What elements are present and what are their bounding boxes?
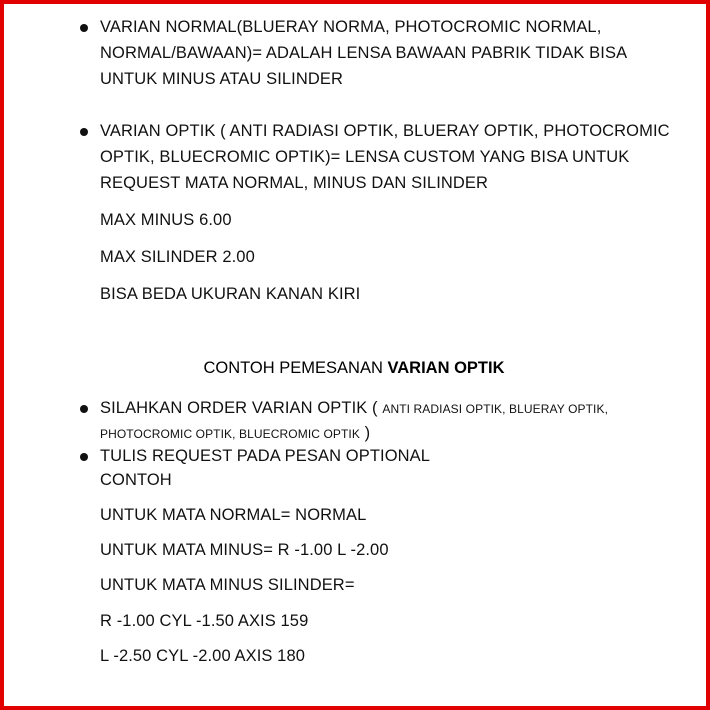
bullet3-small-1: ANTI RADIASI OPTIK, BLUERAY OPTIK, xyxy=(382,402,609,416)
bullet1-line2: NORMAL/BAWAAN)= ADALAH LENSA BAWAAN PABRIK TIDAK BISA xyxy=(100,44,628,62)
section-title xyxy=(4,355,704,381)
bullet3-close: ) xyxy=(364,424,371,442)
bullet-dot xyxy=(80,24,88,32)
bullet4-line1: TULIS REQUEST PADA PESAN OPTIONAL xyxy=(100,447,431,465)
example-minus: UNTUK MATA MINUS= R -1.00 L -2.00 xyxy=(100,541,389,559)
max-minus-text: MAX MINUS 6.00 xyxy=(100,211,232,229)
section-title-prefix: CONTOH PEMESANAN xyxy=(203,359,383,377)
example-normal: UNTUK MATA NORMAL= NORMAL xyxy=(100,506,367,524)
bullet2-line3: REQUEST MATA NORMAL, MINUS DAN SILINDER xyxy=(100,174,489,192)
example-right-eye: R -1.00 CYL -1.50 AXIS 159 xyxy=(100,612,309,630)
bullet2-line1: VARIAN OPTIK ( ANTI RADIASI OPTIK, BLUERAY OPTIK, PHOTOCROMIC xyxy=(100,122,670,140)
bullet3-line1 xyxy=(100,395,608,422)
example-minus-silinder: UNTUK MATA MINUS SILINDER= xyxy=(100,576,355,594)
document-page xyxy=(4,4,706,706)
bullet-dot xyxy=(80,405,88,413)
bullet-dot xyxy=(80,453,88,461)
bullet1-line3: UNTUK MINUS ATAU SILINDER xyxy=(100,70,343,88)
section-title-bold: VARIAN OPTIK xyxy=(387,359,505,377)
beda-ukuran-text: BISA BEDA UKURAN KANAN KIRI xyxy=(100,285,361,303)
bullet-dot xyxy=(80,128,88,136)
bullet3-main: SILAHKAN ORDER VARIAN OPTIK ( xyxy=(100,399,378,417)
max-silinder-text: MAX SILINDER 2.00 xyxy=(100,248,255,266)
bullet2-line2: OPTIK, BLUECROMIC OPTIK)= LENSA CUSTOM YANG BISA UNTUK xyxy=(100,148,630,166)
example-left-eye: L -2.50 CYL -2.00 AXIS 180 xyxy=(100,647,306,665)
bullet3-small-2: PHOTOCROMIC OPTIK, BLUECROMIC OPTIK xyxy=(100,427,360,441)
bullet4-line2: CONTOH xyxy=(100,471,172,489)
bullet1-line1: VARIAN NORMAL(BLUERAY NORMA, PHOTOCROMIC NORMAL, xyxy=(100,18,602,36)
